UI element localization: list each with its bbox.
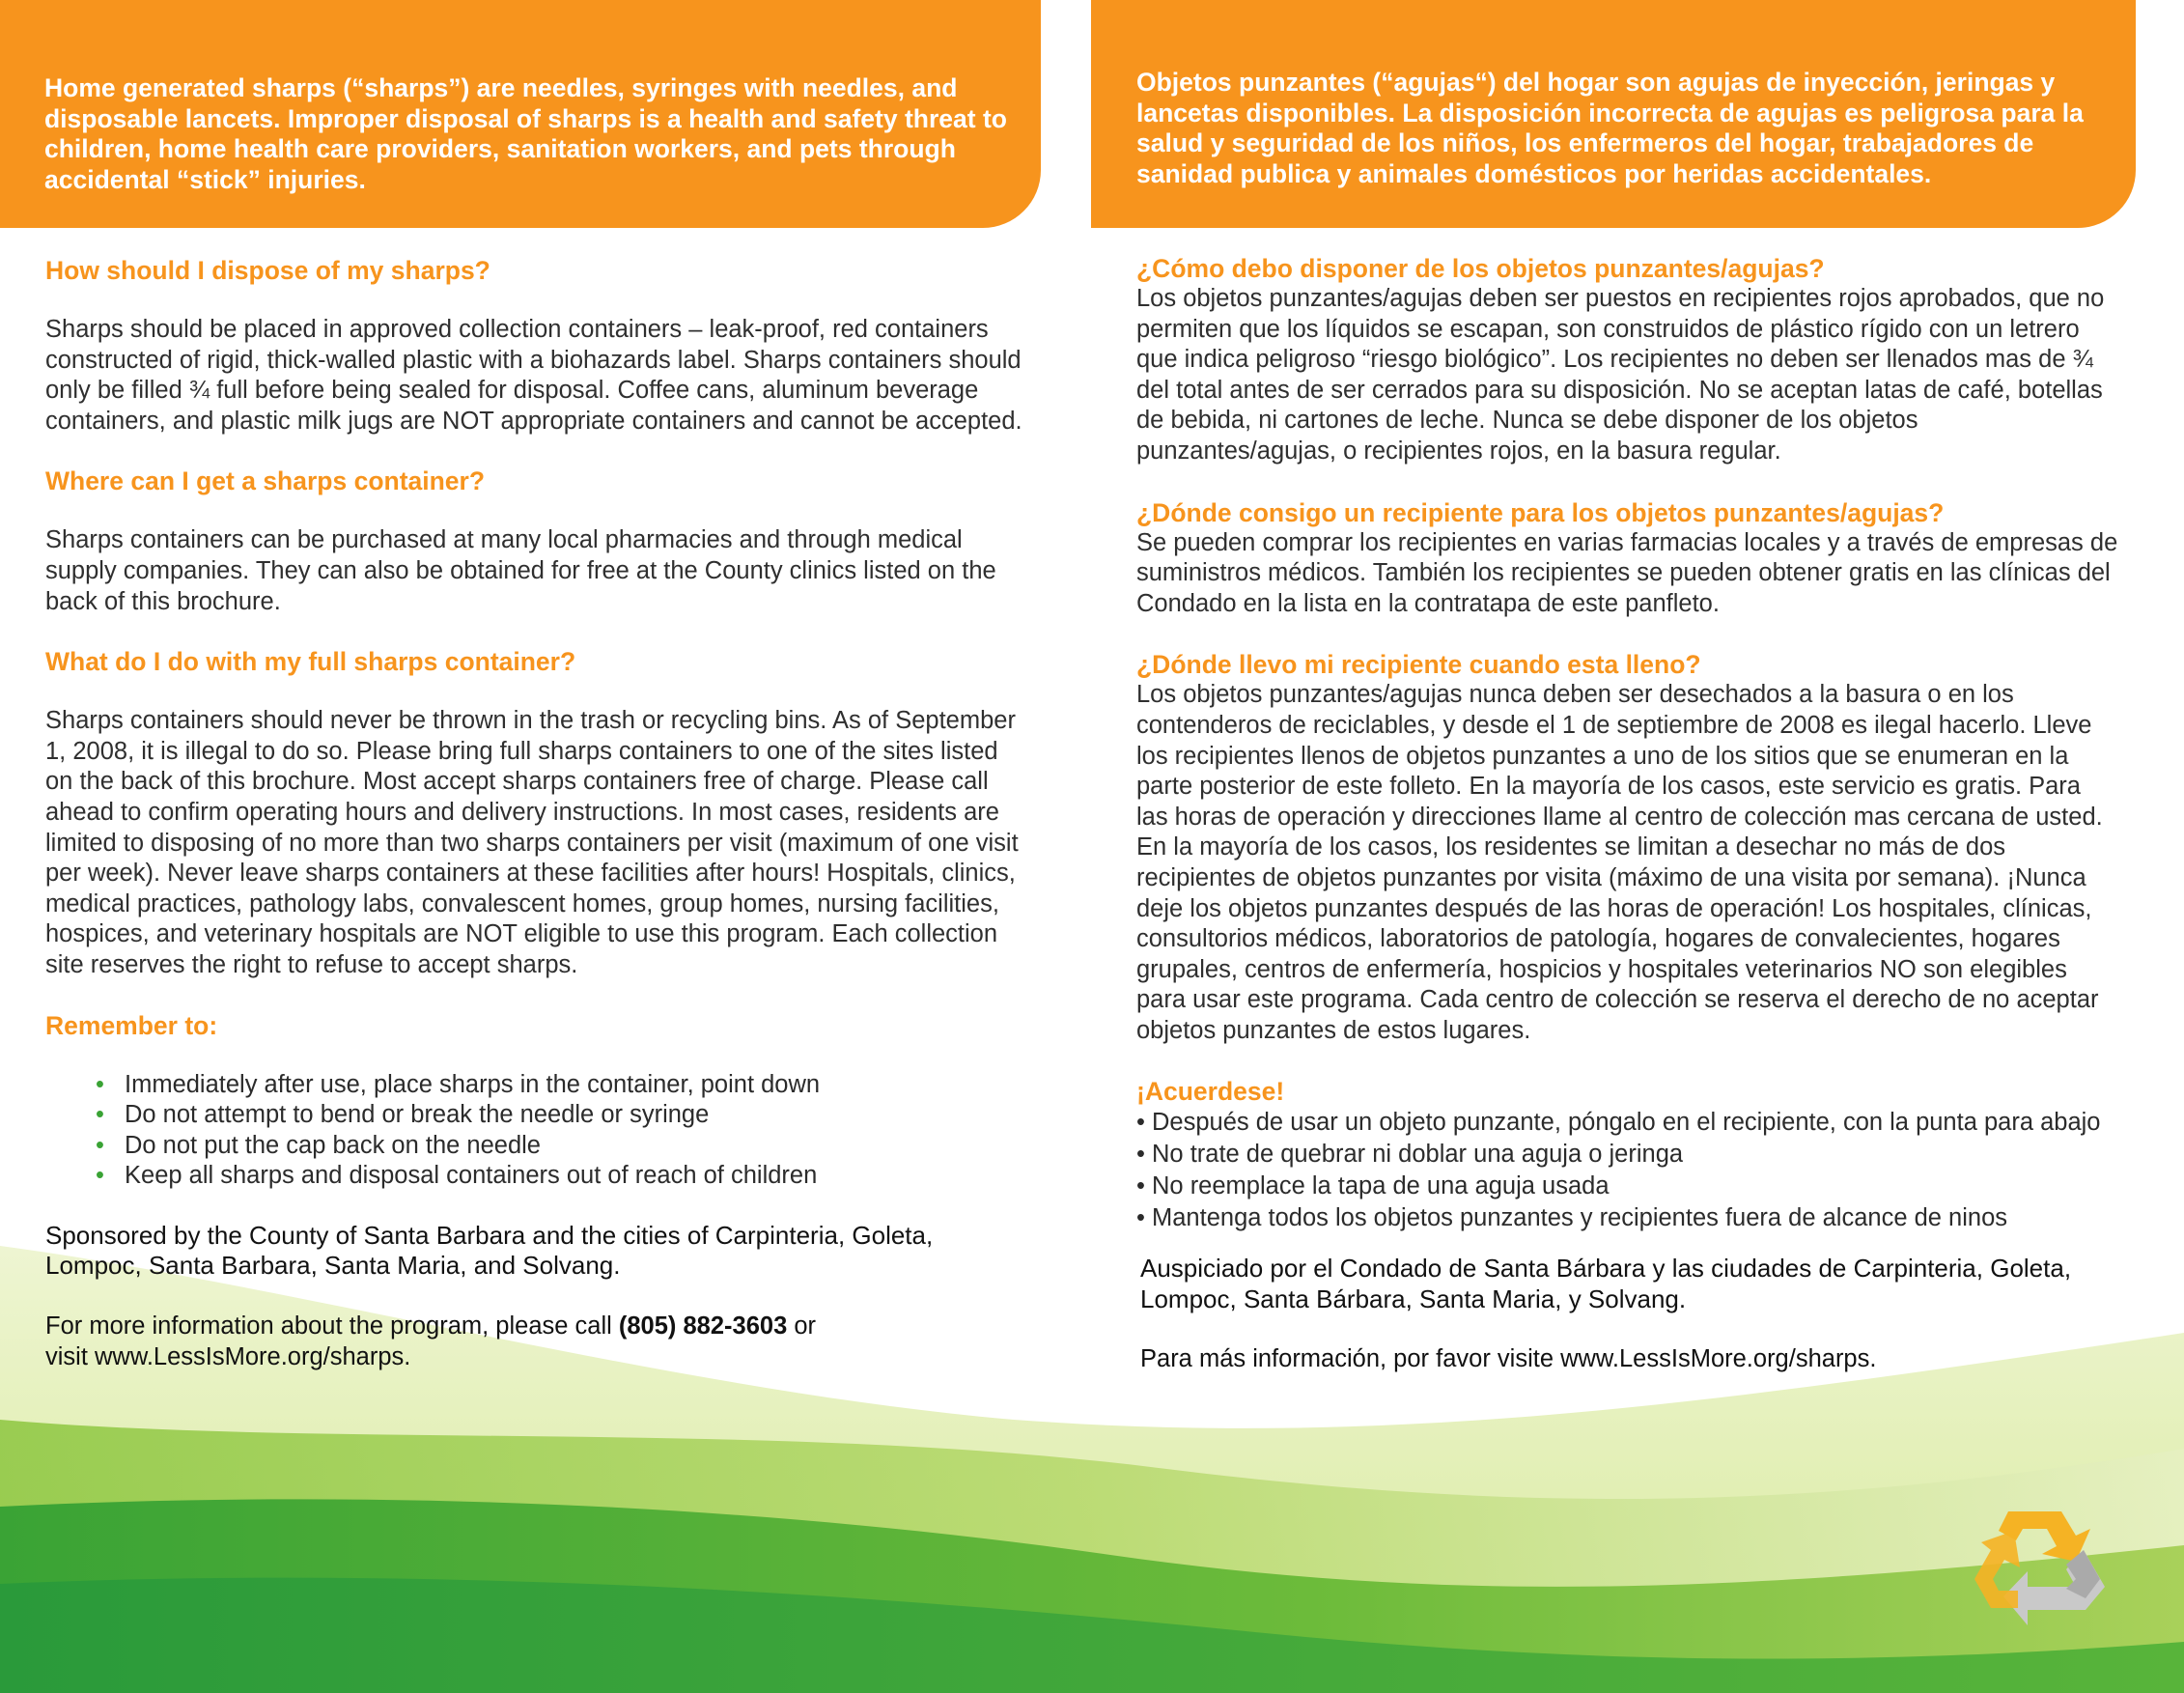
list-item: • No trate de quebrar ni doblar una aguja o jeringa: [1136, 1141, 1684, 1169]
english-body: [0, 255, 1041, 1372]
paragraph-full-container: Sharps containers should never be thrown in the trash or recycling bins. As of September 1, 2008, it is illegal to do so. Please bring full sharps containers to one of the sites listed on the back of this brochure. Most accept sharps containers free of charge. Please call ahead to confirm operating hours and delivery instructions. In most cases, residents are limited to disposing of no more than two sharps containers per visit (maximum of one visit per week). Never leave sharps containers at these facilities after hours! Hospitals, clinics, medical practices, pathology labs, convalescent homes, group homes, nursing facilities, hospices, and veterinary hospitals are NOT eligible to use this program. Each collection site reserves the right to refuse to accept sharps.: [45, 707, 1019, 978]
list-item: • Do not attempt to bend or break the needle or syringe: [96, 1100, 1023, 1131]
list-item: • Después de usar un objeto punzante, póngalo en el recipiente, con la punta para abajo: [1136, 1109, 2101, 1137]
acuerdese-list: [1136, 1107, 2118, 1234]
more-info: For more information about the program, please call (805) 882-3603 or visit www.LessIsMore.org/sharps.: [45, 1312, 817, 1370]
bullet-icon: •: [96, 1070, 104, 1098]
english-intro-banner: [0, 0, 1041, 228]
list-item: • No reemplace la tapa de una aguja usada: [1136, 1172, 1610, 1200]
paragraph-get-container: Sharps containers can be purchased at many local pharmacies and through medical supply companies. They can also be obtained for free at the County clinics listed on the back of this brochure.: [45, 526, 996, 615]
bullet-icon: •: [96, 1162, 104, 1190]
phone-number: (805) 882-3603: [618, 1312, 788, 1340]
spanish-intro-text: Objetos punzantes (“agujas“) del hogar son agujas de inyección, jeringas y lancetas disponibles. La disposición incorrecta de agujas es peligrosa para la salud y seguridad de los niños, los enfermeros del hogar, trabajadores de sanidad publica y animales domésticos por heridas accidentales.: [1136, 68, 2084, 188]
list-item: • Mantenga todos los objetos punzantes y recipientes fuera de alcance de ninos: [1136, 1204, 2008, 1232]
heading-dispose: How should I dispose of my sharps?: [45, 256, 490, 285]
heading-full-container: What do I do with my full sharps container?: [45, 647, 576, 677]
sponsor-text: Sponsored by the County of Santa Barbara and the cities of Carpinteria, Goleta, Lompoc, Santa Barbara, Santa Maria, and Solvang.: [45, 1220, 934, 1281]
paragraph-como-disponer: Los objetos punzantes/agujas deben ser puestos en recipientes rojos aprobados, que no permiten que los líquidos se escapan, son construidos de plástico rígido con un letrero que indica peligroso “riesgo biológico”. Los recipientes no deben ser llenados mas de ¾ del total antes de ser cerrados para su disposición. No se aceptan latas de café, botellas de bebida, ni cartones de leche. Nunca se debe disponer de los objetos punzantes/agujas, o recipientes rojos, en la basura regular.: [1136, 285, 2105, 465]
spanish-body: [1091, 253, 2136, 1374]
auspiciado-text: Auspiciado por el Condado de Santa Bárbara y las ciudades de Carpinteria, Goleta, Lompoc, Santa Bárbara, Santa Maria, y Solvang.: [1140, 1254, 2072, 1314]
paragraph-donde-consigo: Se pueden comprar los recipientes en varias farmacias locales y a través de empresas de suministros médicos. También los recipientes se pueden obtener gratis en las clínicas del Condado en la lista en la contratapa de este panfleto.: [1136, 528, 2118, 617]
heading-remember: Remember to:: [45, 1010, 218, 1040]
list-item: • Keep all sharps and disposal containers out of reach of children: [96, 1161, 1023, 1192]
spanish-intro-banner: [1091, 0, 2136, 228]
spanish-panel: [1091, 0, 2136, 1374]
list-item: • Immediately after use, place sharps in the container, point down: [96, 1070, 1023, 1101]
heading-donde-consigo: ¿Dónde consigo un recipiente para los objetos punzantes/agujas?: [1136, 497, 1945, 527]
heading-get-container: Where can I get a sharps container?: [45, 466, 486, 496]
heading-como-disponer: ¿Cómo debo disponer de los objetos punzantes/agujas?: [1136, 254, 1825, 283]
paragraph-donde-llevo: Los objetos punzantes/agujas nunca deben ser desechados a la basura o en los contenderos de reciclables, y desde el 1 de septiembre de 2008 es ilegal hacerlo. Lleve los recipientes llenos de objetos punzantes a uno de los sitios que se enumeran en la parte posterior de este folleto. En la mayoría de los casos, este servicio es gratis. Para las horas de operación y direcciones llame al centro de colección mas cercana de usted. En la mayoría de los casos, los residentes se limitan a desechar no más de dos recipientes de objetos punzantes por visita (máximo de una visita por semana). ¡Nunca deje los objetos punzantes después de las horas de operación! Los hospitales, clínicas, consultorios médicos, laboratorios de patología, hogares de convalecientes, hogares grupales, centros de enfermería, hospicios y hospitales veterinarios NO son elegibles para usar este programa. Cada centro de colección se reserva el derecho de no aceptar objetos punzantes de estos lugares.: [1136, 681, 2103, 1044]
bullet-icon: •: [96, 1101, 104, 1129]
list-item: • Do not put the cap back on the needle: [96, 1131, 1023, 1162]
english-panel: [0, 0, 1041, 1372]
remember-list: [45, 1070, 1023, 1192]
english-intro-text: Home generated sharps (“sharps”) are needles, syringes with needles, and disposable lancets. Improper disposal of sharps is a health and safety threat to children, home health care providers, sanitation workers, and pets through accidental “stick” injuries.: [44, 73, 1007, 194]
website-link[interactable]: visit www.LessIsMore.org/sharps.: [45, 1342, 411, 1370]
heading-donde-llevo: ¿Dónde llevo mi recipiente cuando esta lleno?: [1136, 650, 1701, 680]
recycle-icon: [1970, 1492, 2114, 1627]
bullet-icon: •: [96, 1131, 104, 1159]
para-mas-info[interactable]: Para más información, por favor visite www.LessIsMore.org/sharps.: [1140, 1344, 1877, 1372]
paragraph-dispose: Sharps should be placed in approved collection containers – leak-proof, red containers constructed of rigid, thick-walled plastic with a biohazards label. Sharps containers should only be filled ¾ full before being sealed for disposal. Coffee cans, aluminum beverage containers, and plastic milk jugs are NOT appropriate containers and cannot be accepted.: [45, 316, 1022, 435]
heading-acuerdese: ¡Acuerdese!: [1136, 1077, 1285, 1107]
